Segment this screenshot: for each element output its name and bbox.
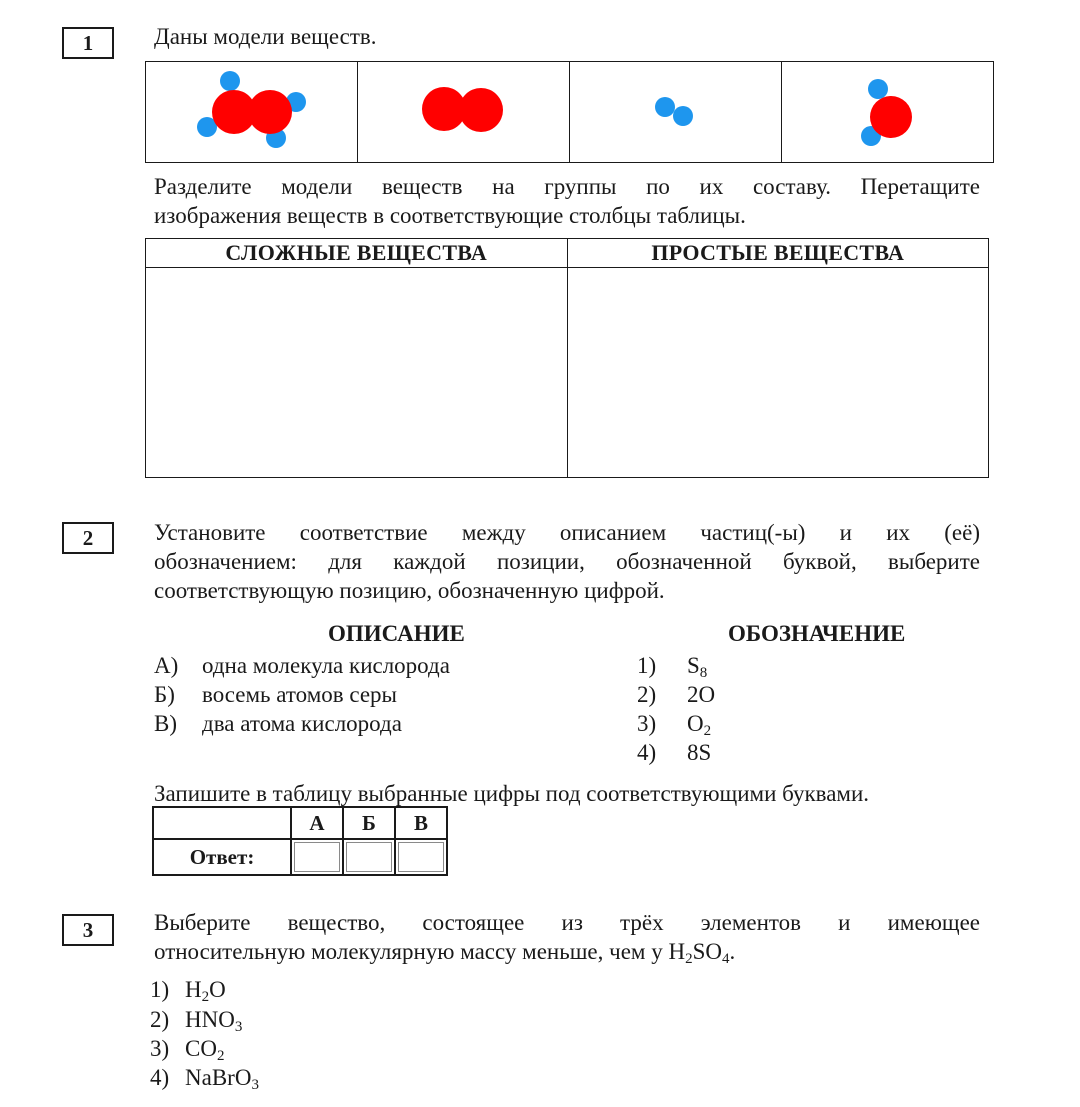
molecule-model-1[interactable] <box>146 62 357 156</box>
molecule-model-3[interactable] <box>570 62 781 156</box>
answer-cell-c[interactable] <box>395 839 447 875</box>
description-letter: В) <box>154 711 177 736</box>
description-row-b <box>154 680 398 709</box>
symbol-number: 1) <box>637 653 657 678</box>
option-formula: $HNO_3$ <box>185 1007 243 1035</box>
symbol-formula: 2O <box>687 682 716 707</box>
column-header-simple: ПРОСТЫЕ ВЕЩЕСТВА <box>567 239 989 268</box>
symbol-row-2 <box>637 680 716 709</box>
q1-instruction-line-1: Разделите модели веществ на группы по их составу. Перетащите <box>154 174 980 199</box>
model-cell-2[interactable] <box>358 62 570 163</box>
symbol-header: ОБОЗНАЧЕНИЕ <box>728 621 906 646</box>
model-cell-3[interactable] <box>570 62 782 163</box>
q1-instruction-line-2: изображения веществ в соответствующие столбцы таблицы. <box>154 203 746 228</box>
symbol-formula: 8S <box>687 740 712 765</box>
symbol-number: 3) <box>637 711 657 736</box>
option-row-4[interactable] <box>150 1063 259 1093</box>
option-row-3[interactable] <box>150 1034 225 1064</box>
symbol-formula: $O_2$ <box>687 711 712 739</box>
symbol-number: 2) <box>637 682 657 707</box>
answer-label: Ответ: <box>153 839 291 875</box>
q3-question <box>154 908 980 966</box>
question-number-1: 1 <box>62 27 114 59</box>
symbol-number: 4) <box>637 740 657 765</box>
answer-corner <box>153 807 291 839</box>
description-text: восемь атомов серы <box>202 682 398 707</box>
models-table <box>145 61 994 163</box>
description-letter: А) <box>154 653 179 678</box>
symbol-row-1 <box>637 651 708 681</box>
q2-instruction-line-3: соответствующую позицию, обозначенную цифрой. <box>154 578 665 603</box>
q2-instruction-line-1: Установите соответствие между описанием частиц(-ы) и их (её) <box>154 520 980 545</box>
q3-line-2: относительную молекулярную массу меньше, чем у $H_2SO_4$. <box>154 939 736 967</box>
option-number: 1) <box>150 977 170 1002</box>
q1-intro: Даны модели веществ. <box>154 24 377 49</box>
drop-zone-complex[interactable] <box>146 268 568 478</box>
molecule-model-4[interactable] <box>782 62 993 156</box>
option-formula: $CO_2$ <box>185 1036 225 1064</box>
answer-table <box>152 806 448 876</box>
answer-prompt: Запишите в таблицу выбранные цифры под соответствующими буквами. <box>154 781 870 806</box>
description-letter: Б) <box>154 682 175 707</box>
answer-letter-b: Б <box>343 807 395 839</box>
answer-cell-b[interactable] <box>343 839 395 875</box>
q1-instruction <box>154 172 980 230</box>
option-formula: $H_2O$ <box>185 977 226 1005</box>
q2-instruction <box>154 518 980 605</box>
answer-letter-c: В <box>395 807 447 839</box>
description-row-c <box>154 709 402 738</box>
answer-input-c[interactable] <box>398 842 444 872</box>
column-header-complex: СЛОЖНЫЕ ВЕЩЕСТВА <box>146 239 568 268</box>
answer-input-b[interactable] <box>346 842 392 872</box>
answer-cell-a[interactable] <box>291 839 343 875</box>
option-formula: NaBrO$_3$ <box>185 1065 259 1093</box>
question-number-3: 3 <box>62 914 114 946</box>
answer-letter-a: А <box>291 807 343 839</box>
symbol-row-4 <box>637 738 712 767</box>
molecule-model-2[interactable] <box>358 62 569 156</box>
question-number-2: 2 <box>62 522 114 554</box>
description-header: ОПИСАНИЕ <box>328 621 465 646</box>
description-text: одна молекула кислорода <box>202 653 450 678</box>
description-row-a <box>154 651 450 680</box>
drop-zone-simple[interactable] <box>567 268 989 478</box>
option-number: 3) <box>150 1036 170 1061</box>
option-number: 2) <box>150 1007 170 1032</box>
symbol-formula: $S_8$ <box>687 653 708 681</box>
option-row-2[interactable] <box>150 1005 243 1035</box>
option-number: 4) <box>150 1065 170 1090</box>
answer-input-a[interactable] <box>294 842 340 872</box>
q3-line-1: Выберите вещество, состоящее из трёх элементов и имеющее <box>154 910 980 935</box>
symbol-row-3 <box>637 709 712 739</box>
model-cell-4[interactable] <box>782 62 994 163</box>
q2-instruction-line-2: обозначением: для каждой позиции, обозначенной буквой, выберите <box>154 549 980 574</box>
option-row-1[interactable] <box>150 975 226 1005</box>
description-text: два атома кислорода <box>202 711 402 736</box>
groups-table <box>145 238 989 478</box>
model-cell-1[interactable] <box>146 62 358 163</box>
